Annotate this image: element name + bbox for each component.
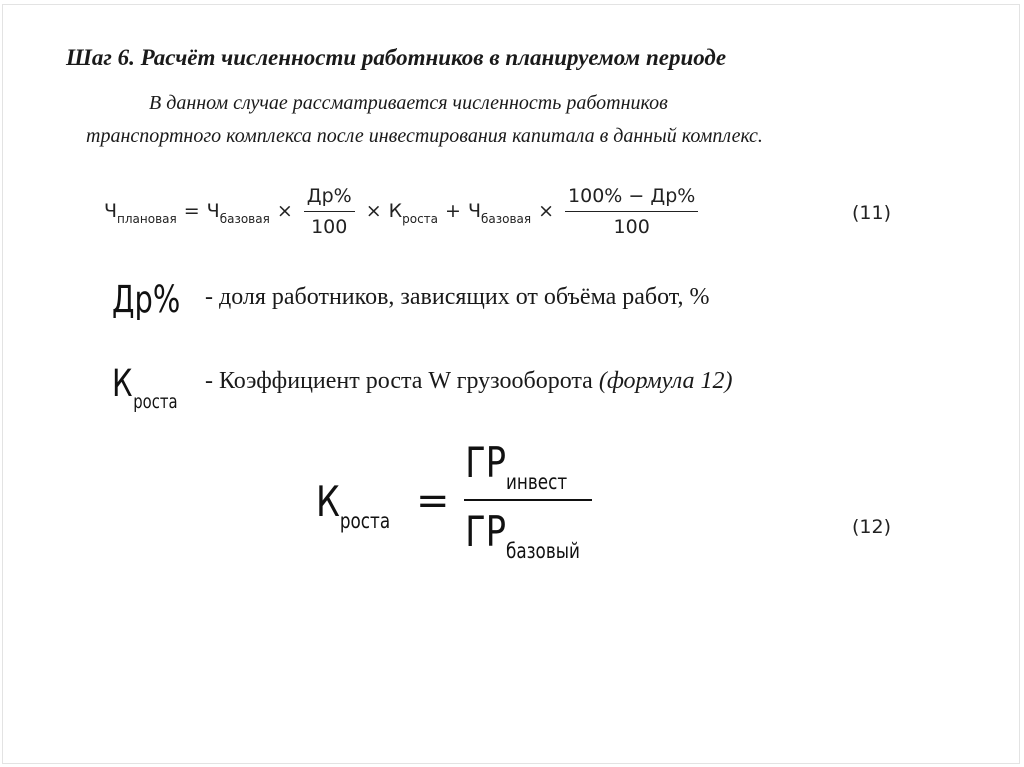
formula-11-fraction-2: $\frac{100\% - Др\%}{100}$ — [565, 183, 698, 240]
formula-11-times-1: × — [276, 200, 293, 222]
formula-11-ch-base-2: $Ч_{базовая}$ — [467, 200, 532, 226]
formula-12-equals: = — [416, 478, 450, 524]
intro-line-2: транспортного комплекса после инвестирования капитала в данный комплекс. — [86, 125, 763, 147]
symbol-k-growth: $К_{роста}$ — [112, 362, 178, 413]
formula-11-k-growth: $К_{роста}$ — [388, 200, 439, 226]
formula-11-plus: + — [445, 200, 461, 222]
formula-12-lhs: $К_{роста}$ — [316, 476, 391, 533]
definition-k: - Коэффициент роста W грузооборота (формула 12) — [205, 368, 733, 394]
equation-number-11: (11) — [852, 202, 892, 224]
formula-11-times-2: × — [365, 200, 382, 222]
formula-11 — [104, 180, 702, 242]
formula-12-numerator: $ГР_{инвест}$ — [464, 438, 567, 494]
formula-12 — [316, 438, 613, 564]
equation-number-12: (12) — [852, 516, 892, 538]
intro-line-1: В данном случае рассматривается численность работников — [149, 92, 668, 114]
formula-12-denominator: $ГР_{базовый}$ — [464, 507, 580, 563]
slide-title: Шаг 6. Расчёт численности работников в планируемом периоде — [66, 45, 727, 70]
formula-11-ch-planned: $Ч_{плановая}$ — [104, 200, 177, 226]
formula-reference: (формула 12) — [598, 368, 733, 394]
formula-11-equals: = — [183, 200, 200, 222]
symbol-dr-percent: Др% — [112, 278, 181, 321]
formula-11-times-3: × — [538, 200, 555, 222]
formula-11-fraction-1: $\frac{Др\%}{100}$ — [304, 183, 355, 240]
definition-dr: - доля работников, зависящих от объёма работ, % — [205, 284, 710, 310]
formula-12-fraction — [462, 438, 613, 564]
formula-11-ch-base: $Ч_{базовая}$ — [206, 200, 270, 226]
